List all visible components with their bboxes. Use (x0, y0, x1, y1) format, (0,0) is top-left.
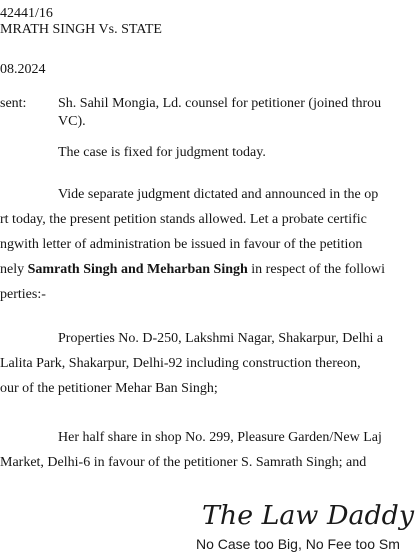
line-4-suffix: in respect of the followi (247, 262, 386, 277)
case-title: MRATH SINGH Vs. STATE (0, 22, 162, 37)
paragraph-2-line-1: Properties No. D-250, Lakshmi Nagar, Shakarpur, Delhi a (58, 331, 384, 346)
paragraph-3-line-2: Market, Delhi-6 in favour of the petitioner S. Samrath Singh; and (0, 455, 367, 470)
paragraph-1-line-3: ngwith letter of administration be issued in favour of the petition (0, 237, 363, 252)
line-4-prefix: nely (0, 262, 28, 277)
present-label: sent: (0, 96, 27, 111)
paragraph-3-line-1: Her half share in shop No. 299, Pleasure Garden/New Laj (58, 430, 382, 445)
watermark-script-text: The Law Daddy (202, 501, 415, 531)
present-line-2: VC). (58, 114, 86, 129)
case-number: 42441/16 (0, 6, 53, 21)
petitioner-names: Samrath Singh and Meharban Singh (27, 262, 248, 277)
order-date: 08.2024 (0, 62, 46, 77)
watermark-tagline: No Case too Big, No Fee too Sm (196, 536, 400, 552)
present-line-1: Sh. Sahil Mongia, Ld. counsel for petitioner (joined throu (58, 96, 382, 111)
paragraph-1-line-2: rt today, the present petition stands allowed. Let a probate certific (0, 212, 367, 227)
watermark-script-logo (200, 494, 418, 532)
paragraph-1-line-4 (0, 262, 385, 278)
fixed-for-judgment: The case is fixed for judgment today. (58, 145, 266, 160)
paragraph-2-line-3: our of the petitioner Mehar Ban Singh; (0, 381, 218, 396)
paragraph-2-line-2: Lalita Park, Shakarpur, Delhi-92 including construction thereon, (0, 356, 361, 371)
paragraph-1-line-5: perties:- (0, 287, 46, 302)
paragraph-1-line-1: Vide separate judgment dictated and announced in the op (58, 187, 379, 202)
